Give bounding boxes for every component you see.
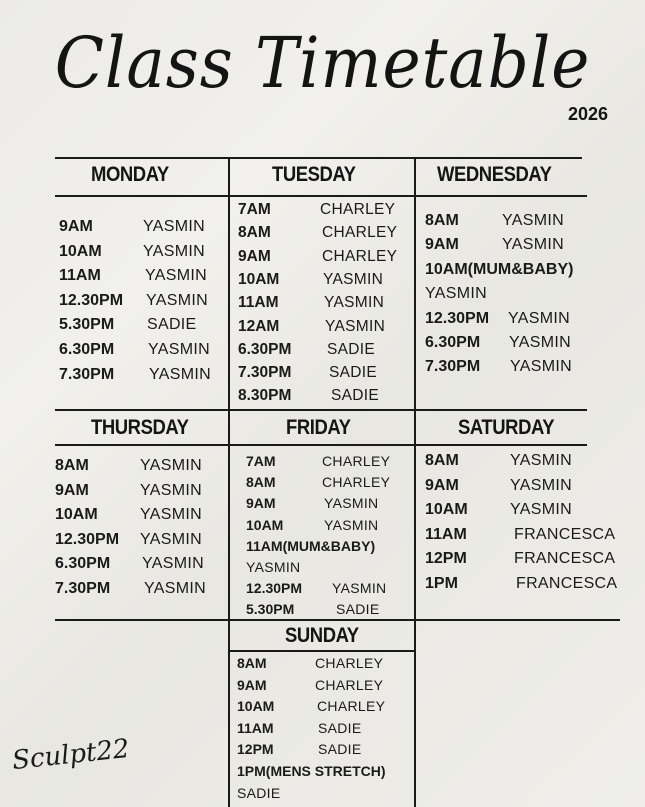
year-label: 2026 [568,104,609,124]
class-time: 9AM [425,236,459,254]
class-time: 8.30PM [238,387,292,405]
day-header-tuesday: TUESDAY [272,163,356,186]
class-time: 10AM [425,501,468,519]
day-header-wednesday: WEDNESDAY [437,163,552,186]
class-time: 11AM [238,294,279,312]
class-time: 8AM [237,655,267,671]
brand-logo: Sculpt22 [10,733,131,777]
class-time: 11AM [237,719,274,736]
divider [228,650,416,652]
class-time: 12.30PM [246,580,303,597]
class-instructor: CHARLEY [320,201,396,218]
divider [414,409,416,807]
class-time: 9AM [238,247,271,265]
class-time: 5.30PM [59,316,115,334]
class-instructor: YASMIN [143,242,205,260]
class-instructor: SADIE [331,387,380,405]
class-instructor: FRANCESCA [514,525,616,543]
class-time: 10AM [238,270,280,288]
divider [55,157,582,159]
class-time: 10AM(MUM&BABY) [425,260,574,278]
class-time: 8AM [55,457,89,474]
class-time: 9AM [246,495,276,512]
divider [228,157,230,445]
class-time: 7.30PM [425,358,481,376]
class-instructor: FRANCESCA [514,550,616,568]
class-time: 9AM [55,481,89,499]
divider [55,195,230,197]
page-title: Class Timetable [54,22,591,104]
class-time: 7.30PM [59,365,115,383]
class-instructor: YASMIN [324,294,385,312]
class-instructor: SADIE [147,316,197,334]
class-time: 7AM [238,201,271,218]
class-instructor: YASMIN [510,501,572,519]
day-header-monday: MONDAY [91,163,169,186]
class-time: 12PM [237,741,274,758]
class-time: 1PM [425,575,458,592]
class-time: 6.30PM [425,334,481,351]
class-instructor: YASMIN [148,341,210,358]
day-header-thursday: THURSDAY [91,416,189,439]
class-time: 10AM [246,516,284,533]
class-time: 11AM [59,267,101,285]
class-instructor: CHARLEY [317,698,386,715]
class-instructor: SADIE [327,340,376,358]
class-instructor: YASMIN [325,317,386,335]
class-instructor: YASMIN [324,516,379,533]
class-instructor: SADIE [237,784,281,801]
class-instructor: YASMIN [143,218,205,235]
class-instructor: YASMIN [246,559,301,575]
class-instructor: SADIE [329,364,378,382]
class-instructor: CHARLEY [315,676,384,693]
class-time: 10AM [55,506,98,524]
class-instructor: YASMIN [508,309,570,327]
class-time: 6.30PM [55,555,111,573]
class-instructor: YASMIN [140,457,202,474]
class-instructor: YASMIN [425,285,487,303]
divider [229,195,416,197]
divider [229,409,587,411]
class-instructor: FRANCESCA [516,575,618,592]
class-time: 6.30PM [238,340,292,358]
class-instructor: CHARLEY [322,474,391,491]
class-time: 1PM(MENS STRETCH) [237,763,386,779]
class-instructor: SADIE [318,741,362,758]
divider [55,444,587,446]
class-instructor: YASMIN [510,476,572,494]
class-time: 12PM [425,550,467,568]
class-time: 7.30PM [238,364,292,382]
class-time: 6.30PM [59,341,115,358]
class-instructor: YASMIN [510,452,572,469]
divider [228,409,230,807]
class-time: 7.30PM [55,580,111,597]
class-instructor: YASMIN [502,236,564,254]
class-instructor: YASMIN [509,334,571,351]
class-time: 5.30PM [246,601,295,618]
class-time: 9AM [237,676,267,693]
class-time: 8AM [238,224,271,242]
class-instructor: CHARLEY [322,453,391,469]
class-instructor: YASMIN [149,365,211,383]
class-time: 12AM [238,317,280,335]
class-time: 12.30PM [425,309,490,327]
class-instructor: SADIE [318,719,362,736]
class-instructor: YASMIN [323,270,384,288]
class-instructor: YASMIN [145,267,207,285]
divider [55,409,230,411]
class-instructor: YASMIN [140,506,202,524]
class-time: 11AM(MUM&BABY) [246,537,376,554]
class-instructor: CHARLEY [322,247,398,265]
class-time: 10AM [237,698,275,715]
class-instructor: YASMIN [324,495,379,512]
class-instructor: SADIE [336,601,380,618]
class-instructor: YASMIN [140,481,202,499]
class-time: 11AM [425,525,467,543]
class-time: 8AM [425,212,459,229]
class-instructor: YASMIN [502,212,564,229]
day-header-friday: FRIDAY [286,416,351,439]
class-instructor: YASMIN [146,291,208,309]
class-time: 7AM [246,453,276,469]
class-time: 12.30PM [59,291,124,309]
class-instructor: YASMIN [332,580,387,597]
class-time: 10AM [59,242,102,260]
class-time: 8AM [246,474,276,491]
class-instructor: YASMIN [140,530,202,548]
class-instructor: CHARLEY [322,224,398,242]
class-instructor: YASMIN [144,580,206,597]
day-header-sunday: SUNDAY [285,624,359,647]
divider [55,619,620,621]
class-time: 8AM [425,452,459,469]
class-instructor: CHARLEY [315,655,384,671]
divider [416,195,587,197]
class-time: 9AM [59,218,93,235]
divider [414,157,416,445]
class-time: 12.30PM [55,530,120,548]
class-instructor: YASMIN [142,555,204,573]
day-header-saturday: SATURDAY [458,416,555,439]
class-time: 9AM [425,476,459,494]
class-instructor: YASMIN [510,358,572,376]
